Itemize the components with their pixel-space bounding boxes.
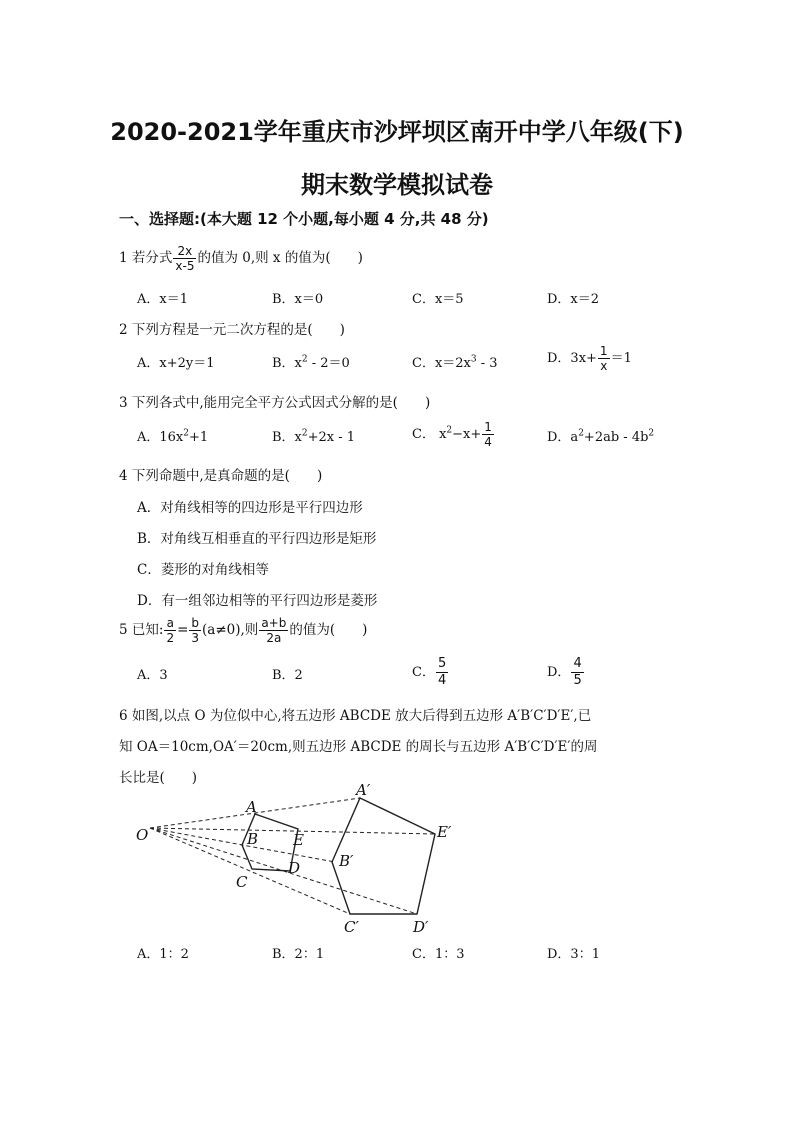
label-a-prime: A′ [356, 781, 371, 799]
q5-c-num: 5 [437, 656, 447, 671]
q4-option-a: A．对角线相等的四边形是平行四边形 [137, 500, 363, 516]
question-3-stem: 3 下列各式中,能用完全平方公式因式分解的是( ) [119, 395, 431, 411]
q3-b-sup: 2 [301, 428, 308, 439]
question-6-line-2: 知 OA＝10cm,OA′＝20cm,则五边形 ABCDE 的周长与五边形 A′B′C′D′E′的周 [119, 739, 598, 755]
q3-c-fraction [482, 420, 494, 449]
q4-option-c: C．菱形的对角线相等 [137, 562, 269, 578]
q5-eq: = [177, 622, 189, 638]
q3-option-a [137, 426, 208, 445]
q2-d-pre: D．3x+ [547, 351, 597, 366]
q1-option-d: D．x＝2 [547, 292, 600, 307]
q5-f3-den: 2a [266, 631, 282, 645]
q1-option-b: B．x＝0 [272, 292, 324, 307]
q1-fraction [173, 244, 196, 273]
q3-option-d [547, 426, 654, 445]
q5-c-fraction [436, 656, 448, 689]
q2-b-sup: 2 [301, 354, 308, 365]
q5-frac-2 [189, 616, 201, 645]
q5-d-pre: D． [547, 665, 571, 680]
q4-option-b: B．对角线互相垂直的平行四边形是矩形 [137, 531, 377, 547]
q2-d-post: ＝1 [610, 351, 632, 366]
q5-option-b: B．2 [272, 668, 303, 683]
q6-option-a: A．1：2 [137, 947, 189, 962]
label-b-prime: B′ [339, 852, 354, 870]
q4-option-d: D．有一组邻边相等的平行四边形是菱形 [137, 593, 378, 609]
q2-b-post: - 2＝0 [307, 356, 350, 371]
q5-f1-den: 2 [166, 631, 175, 645]
q1-num: 2x [173, 244, 196, 259]
q3-a-post: +1 [189, 430, 209, 445]
title-line-1: 2020-2021学年重庆市沙坪坝区南开中学八年级(下) [110, 118, 684, 146]
label-e-prime: E′ [437, 823, 452, 841]
q5-pre: 5 已知: [119, 622, 164, 638]
label-a: A [246, 798, 257, 816]
q5-post: 的值为( ) [289, 622, 368, 638]
q3-d-sup2: 2 [648, 428, 655, 439]
q5-frac-3 [259, 616, 288, 645]
question-1-stem [119, 244, 363, 273]
question-4-stem: 4 下列命题中,是真命题的是( ) [119, 468, 323, 484]
label-c-prime: C′ [344, 918, 359, 936]
q3-d-mid: +2ab - 4b [583, 430, 649, 445]
q3-c-sup: 2 [446, 425, 453, 436]
q5-cond: (a≠0),则 [202, 622, 259, 638]
q3-c-num: 1 [484, 420, 492, 434]
question-6-line-3: 长比是( ) [119, 770, 198, 786]
q5-f2-den: 3 [191, 631, 200, 645]
q2-option-b [272, 352, 350, 371]
label-c: C [236, 873, 248, 891]
question-2-stem: 2 下列方程是一元二次方程的是( ) [119, 322, 345, 338]
q3-a-pre: A．16x [137, 430, 184, 445]
q1-post: 的值为 0,则 x 的值为( ) [197, 250, 363, 266]
q5-d-fraction [571, 656, 583, 689]
q5-c-pre: C． [412, 665, 435, 680]
q2-d-fraction [598, 344, 610, 373]
q2-c-post: - 3 [476, 356, 498, 371]
q3-c-mid: −x+ [452, 427, 482, 442]
q3-d-pre: D．a [547, 430, 579, 445]
q3-a-sup: 2 [183, 428, 189, 439]
q3-option-c [412, 420, 495, 449]
label-d-prime: D′ [413, 918, 429, 936]
q5-f3-num: a+b [261, 616, 287, 630]
q5-option-a: A．3 [137, 668, 168, 683]
q5-d-num: 4 [573, 656, 582, 671]
section-heading: 一、选择题:(本大题 12 个小题,每小题 4 分,共 48 分) [119, 210, 489, 228]
q5-d-den: 5 [573, 673, 582, 688]
question-5-stem [119, 616, 367, 645]
q1-option-c: C．x＝5 [412, 292, 464, 307]
q3-c-pre: C． x [412, 427, 447, 442]
q2-c-pre: C．x＝2x [412, 356, 471, 371]
q5-c-den: 4 [437, 673, 447, 688]
homothety-figure [130, 780, 470, 940]
q3-c-den: 4 [484, 435, 492, 449]
label-e: E [293, 831, 304, 849]
q5-frac-1 [164, 616, 176, 645]
title-line-2: 期末数学模拟试卷 [301, 171, 493, 199]
q1-den: x-5 [175, 259, 195, 273]
q2-b-pre: B．x [272, 356, 302, 371]
q5-f1-num: a [164, 616, 176, 631]
q3-d-sup1: 2 [578, 428, 584, 439]
label-b: B [247, 830, 259, 848]
label-o: O [136, 826, 149, 844]
q2-option-a: A．x+2y＝1 [137, 356, 215, 371]
question-6-line-1: 6 如图,以点 O 为位似中心,将五边形 ABCDE 放大后得到五边形 A′B′C′D′E′,已 [119, 708, 592, 724]
q2-option-c [412, 352, 498, 371]
q6-option-c: C．1：3 [412, 947, 465, 962]
q5-option-d [547, 656, 585, 689]
q5-f2-num: b [189, 616, 201, 631]
q2-c-sup: 3 [470, 354, 477, 365]
q3-b-pre: B．x [272, 430, 302, 445]
q5-option-c [412, 656, 449, 689]
q3-b-post: +2x - 1 [307, 430, 356, 445]
q6-option-d: D．3：1 [547, 947, 600, 962]
q1-pre: 1 若分式 [119, 250, 173, 266]
q2-option-d [547, 344, 632, 373]
q2-d-den: x [600, 359, 608, 373]
q1-option-a: A．x＝1 [137, 292, 188, 307]
q6-option-b: B．2：1 [272, 947, 325, 962]
q2-d-num: 1 [599, 344, 608, 358]
label-d: D [288, 859, 301, 877]
q3-option-b [272, 426, 355, 445]
